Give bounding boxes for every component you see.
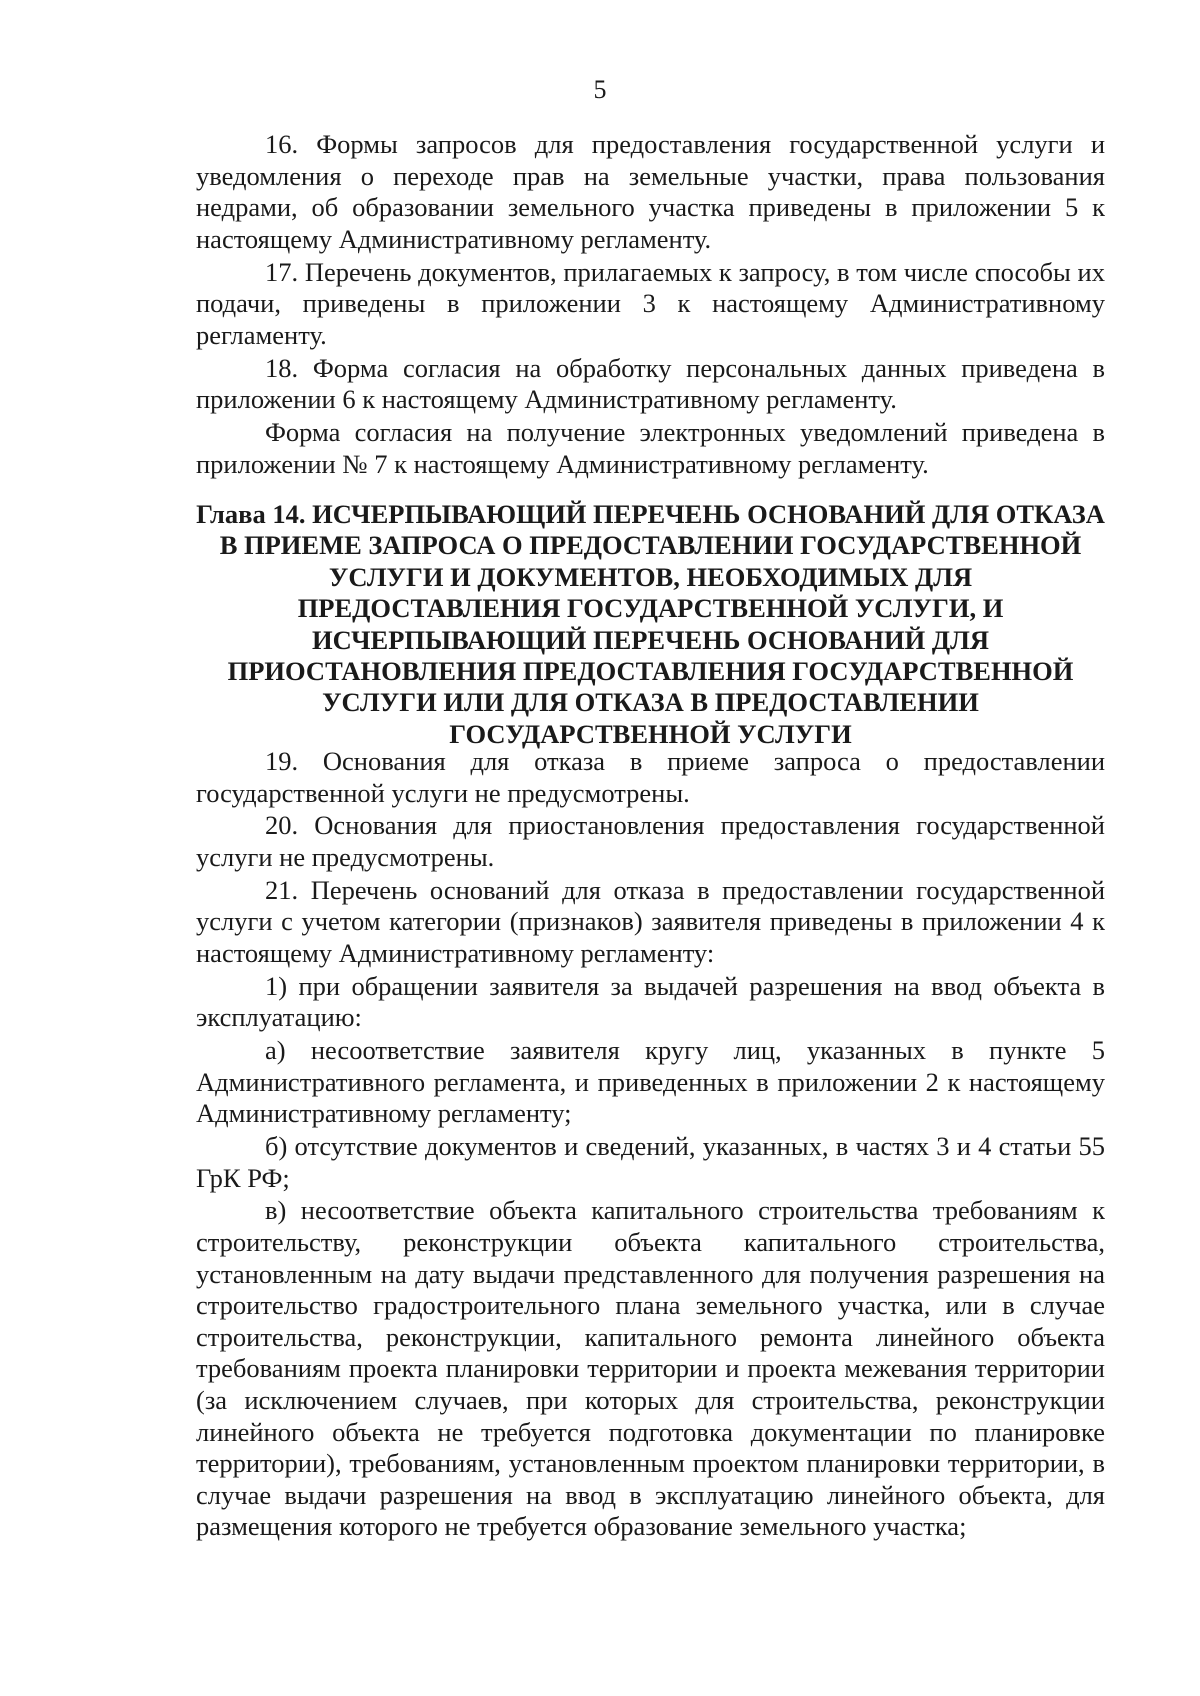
- section-grounds-paragraphs: [196, 746, 1105, 1544]
- paragraph-18: 18. Форма согласия на обработку персональных данных приведена в приложении 6 к настоящему Административному регламенту.: [196, 352, 1105, 415]
- section-intro-paragraphs: [196, 129, 1105, 481]
- paragraph-21: 21. Перечень оснований для отказа в предоставлении государственной услуги с учетом категории (признаков) заявителя приведены в приложении 4 к настоящему Административному регламенту:: [196, 874, 1105, 968]
- chapter-heading: Глава 14. ИСЧЕРПЫВАЮЩИЙ ПЕРЕЧЕНЬ ОСНОВАНИЙ ДЛЯ ОТКАЗА В ПРИЕМЕ ЗАПРОСА О ПРЕДОСТАВЛЕНИИ ГОСУДАРСТВЕННОЙ УСЛУГИ И ДОКУМЕНТОВ, НЕОБХОДИМЫХ ДЛЯ ПРЕДОСТАВЛЕНИЯ ГОСУДАРСТВЕННОЙ УСЛУГИ, И ИСЧЕРПЫВАЮЩИЙ ПЕРЕЧЕНЬ ОСНОВАНИЙ ДЛЯ ПРИОСТАНОВЛЕНИЯ ПРЕДОСТАВЛЕНИЯ ГОСУДАРСТВЕННОЙ УСЛУГИ ИЛИ ДЛЯ ОТКАЗА В ПРЕДОСТАВЛЕНИИ ГОСУДАРСТВЕННОЙ УСЛУГИ: [196, 499, 1105, 749]
- paragraph-16: 16. Формы запросов для предоставления государственной услуги и уведомления о переходе прав на земельные участки, права пользования недрами, об образовании земельного участка приведены в приложении 5 к настоящему Административному регламенту.: [196, 129, 1105, 254]
- paragraph-electronic-consent: Форма согласия на получение электронных уведомлений приведена в приложении № 7 к настоящему Административному регламенту.: [196, 416, 1105, 479]
- list-item-1: 1) при обращении заявителя за выдачей разрешения на ввод объекта в эксплуатацию:: [196, 970, 1105, 1033]
- paragraph-20: 20. Основания для приостановления предоставления государственной услуги не предусмотрены.: [196, 810, 1105, 872]
- list-item-a: а) несоответствие заявителя кругу лиц, указанных в пункте 5 Административного регламента, и приведенных в приложении 2 к настоящему Административному регламенту;: [196, 1035, 1105, 1129]
- paragraph-19: 19. Основания для отказа в приеме запроса о предоставлении государственной услуги не предусмотрены.: [196, 746, 1105, 808]
- list-item-v: в) несоответствие объекта капитального строительства требованиям к строительству, реконструкции объекта капитального строительства, установленным на дату выдачи представленного для получения разрешения на строительство градостроительного плана земельного участка, или в случае строительства, реконструкции, капитального ремонта линейного объекта требованиям проекта планировки территории и проекта межевания территории (за исключением случаев, при которых для строительства, реконструкции линейного объекта не требуется подготовка документации по планировке территории), требованиям, установленным проектом планировки территории, в случае выдачи разрешения на ввод в эксплуатацию линейного объекта, для размещения которого не требуется образование земельного участка;: [196, 1195, 1105, 1542]
- page-number: 5: [593, 75, 607, 104]
- list-item-b: б) отсутствие документов и сведений, указанных, в частях 3 и 4 статьи 55 ГрК РФ;: [196, 1131, 1105, 1193]
- paragraph-17: 17. Перечень документов, прилагаемых к запросу, в том числе способы их подачи, приведены в приложении 3 к настоящему Административному регламенту.: [196, 256, 1105, 350]
